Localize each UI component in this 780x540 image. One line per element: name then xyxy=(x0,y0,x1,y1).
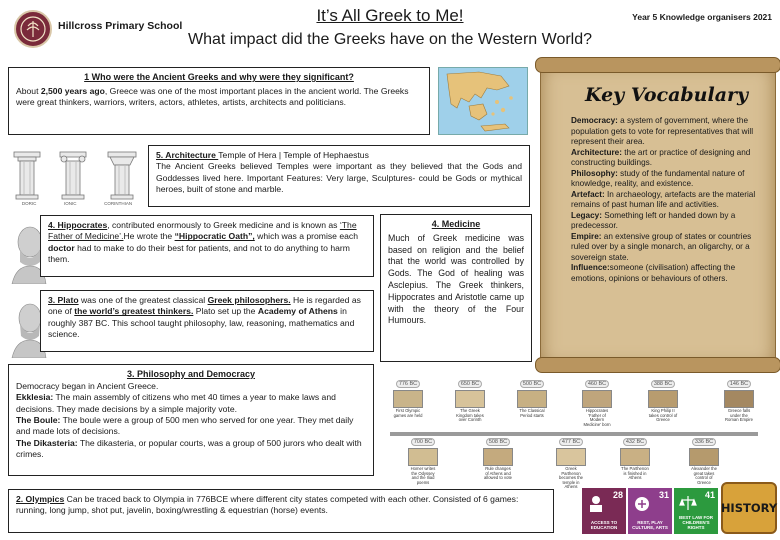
democracy-item: The Boule: The boule were a group of 500 men who served for one year. They met daily and made lots of decisions. xyxy=(16,414,354,437)
timeline-event: 146 BC Greece falls under the Roman Empire xyxy=(725,381,753,423)
timeline-event: 650 BC The Greek Kingdom takes over Corinth xyxy=(456,381,484,423)
democracy-intro: Democracy began in Ancient Greece. xyxy=(16,380,159,391)
timeline-event: 500 BC The Classical Period starts xyxy=(517,380,547,418)
vocab-item: Philosophy: study of the fundamental nature of knowledge, reality, and existence. xyxy=(571,168,745,188)
history-subject-badge: HISTORY xyxy=(721,482,777,534)
democracy-item: The Dikasteria: The dikasteria, or popular courts, was a group of 500 jurors who dealt with crimes. xyxy=(16,437,362,459)
greece-map-image xyxy=(438,67,528,135)
ancient-greeks-title: 1 Who were the Ancient Greeks and why were they significant? xyxy=(84,72,354,82)
democracy-item: Ekklesia: The main assembly of citizens who met 40 times a year to make laws and decisions. They made decisions by a simple majority vote. xyxy=(16,392,336,414)
architecture-title: 5. Architecture xyxy=(156,150,219,160)
olympics-text: 2. Olympics Can be traced back to Olympia in 776BCE where different city states competed with each other. Consisted of 6 games: running, long jump, shot put, javelin, boxing/wrestling & equestrian (horse) events. xyxy=(16,494,519,516)
timeline-axis xyxy=(390,432,758,436)
page-title: It’s All Greek to Me! xyxy=(316,6,464,25)
architecture-text: The Ancient Greeks believed Temples were important as they believed that the Gods and Goddesses lived here. Important Features: Very large, Sculptures- could be Gods or mythical heroes, built of stone and marble. xyxy=(156,161,522,195)
column-label-ionic: IONIC xyxy=(63,201,77,206)
plato-text: 3. Plato was one of the greatest classical Greek philosophers. He is regarded as one of the world’s greatest thinkers. Plato set up the Academy of Athens in roughly 387 BC. This school taught philosophy, law, reasoning, mathematics and science. xyxy=(48,295,361,340)
rights-badge-play: 31 REST, PLAY CULTURE, ARTS xyxy=(628,488,672,534)
ancient-greeks-box xyxy=(8,67,430,135)
vocabulary-list xyxy=(571,116,763,284)
vocab-item: Influence:someone (civilisation) affecting the emotions, opinions or behaviours of others. xyxy=(571,263,736,283)
vocab-item: Architecture: the art or practice of designing and constructing buildings. xyxy=(571,147,751,167)
timeline-event: 388 BC King Philip II takes control of Greece xyxy=(648,381,678,423)
olympics-box xyxy=(8,489,554,533)
timeline-event: 700 BC Homer writes the Odyssey and the Iliad poems xyxy=(408,438,438,485)
timeline-event: 432 BC The Parthenon is finished in Athens xyxy=(621,439,649,481)
medicine-box xyxy=(380,214,532,362)
timeline-event: 477 BC Greek Parthenon becomes the temple in Athens xyxy=(556,438,586,490)
medicine-text: Much of Greek medicine was based on religion and the belief that the world was controlled by Gods. The God of healing was Asclepius. The Greek thinkers, Hippocrates and Aristotle came up with the theory of the Four Humours. xyxy=(388,232,524,326)
hippocrates-box xyxy=(40,215,374,277)
democracy-box xyxy=(8,364,374,476)
greek-columns-illustration xyxy=(8,148,146,210)
hippocrates-text: 4. Hippocrates, contributed enormously to Greek medicine and is known as ‘The Father of Medicine’.He wrote the “Hippocratic Oath”, which was a promise each doctor had to make to do their best for patients, and not to do anything to harm them. xyxy=(48,220,358,265)
architecture-temples: Temple of Hera | Temple of Hephaestus xyxy=(218,150,369,160)
page-subtitle: What impact did the Greeks have on the Western World? xyxy=(187,31,593,48)
timeline-event: 508 BC Rule changes of Athens and allowed to vote xyxy=(484,439,512,481)
timeline-event: 336 BC Alexander the great takes control of Greece xyxy=(689,438,719,485)
plato-box xyxy=(40,290,374,352)
ancient-greeks-text: About 2,500 years ago, Greece was one of the most important places in the ancient world. The Greeks were great thinkers, warriors, writers, actors, athletes, artists, architects and politicians. xyxy=(16,85,409,108)
medicine-title: 4. Medicine xyxy=(431,219,481,229)
vocabulary-title: Key Vocabulary xyxy=(585,84,749,106)
timeline-event: 776 BC First Olympic games are held xyxy=(393,381,423,418)
democracy-title: 3. Philosophy and Democracy xyxy=(126,369,256,379)
column-label-doric: DORIC xyxy=(21,201,37,206)
vocab-item: Artefact: In archaeology, artefacts are the material remains of past human life and activities. xyxy=(571,189,756,209)
rights-badge-education: 28 ACCESS TO EDUCATION xyxy=(582,488,626,534)
school-name: Hillcross Primary School xyxy=(58,20,183,32)
column-label-corinthian: CORINTHIAN xyxy=(104,201,133,206)
vocab-item: Legacy: Something left or handed down by a predecessor. xyxy=(571,210,736,230)
rights-badge-law: 41 BEST LAW FOR CHILDREN'S RIGHTS xyxy=(674,488,718,534)
year-label: Year 5 Knowledge organisers 2021 xyxy=(632,12,772,22)
vocab-item: Democracy: a system of government, where the population gets to vote for representatives that will represent their area. xyxy=(571,116,754,146)
vocab-item: Empire: an extensive group of states or countries ruled over by a single monarch, an oligarchy, or a sovereign state. xyxy=(571,231,752,262)
timeline-event: 460 BC Hippocrates 'Father of Modern Medicine' born xyxy=(583,381,611,427)
architecture-box xyxy=(148,145,530,207)
